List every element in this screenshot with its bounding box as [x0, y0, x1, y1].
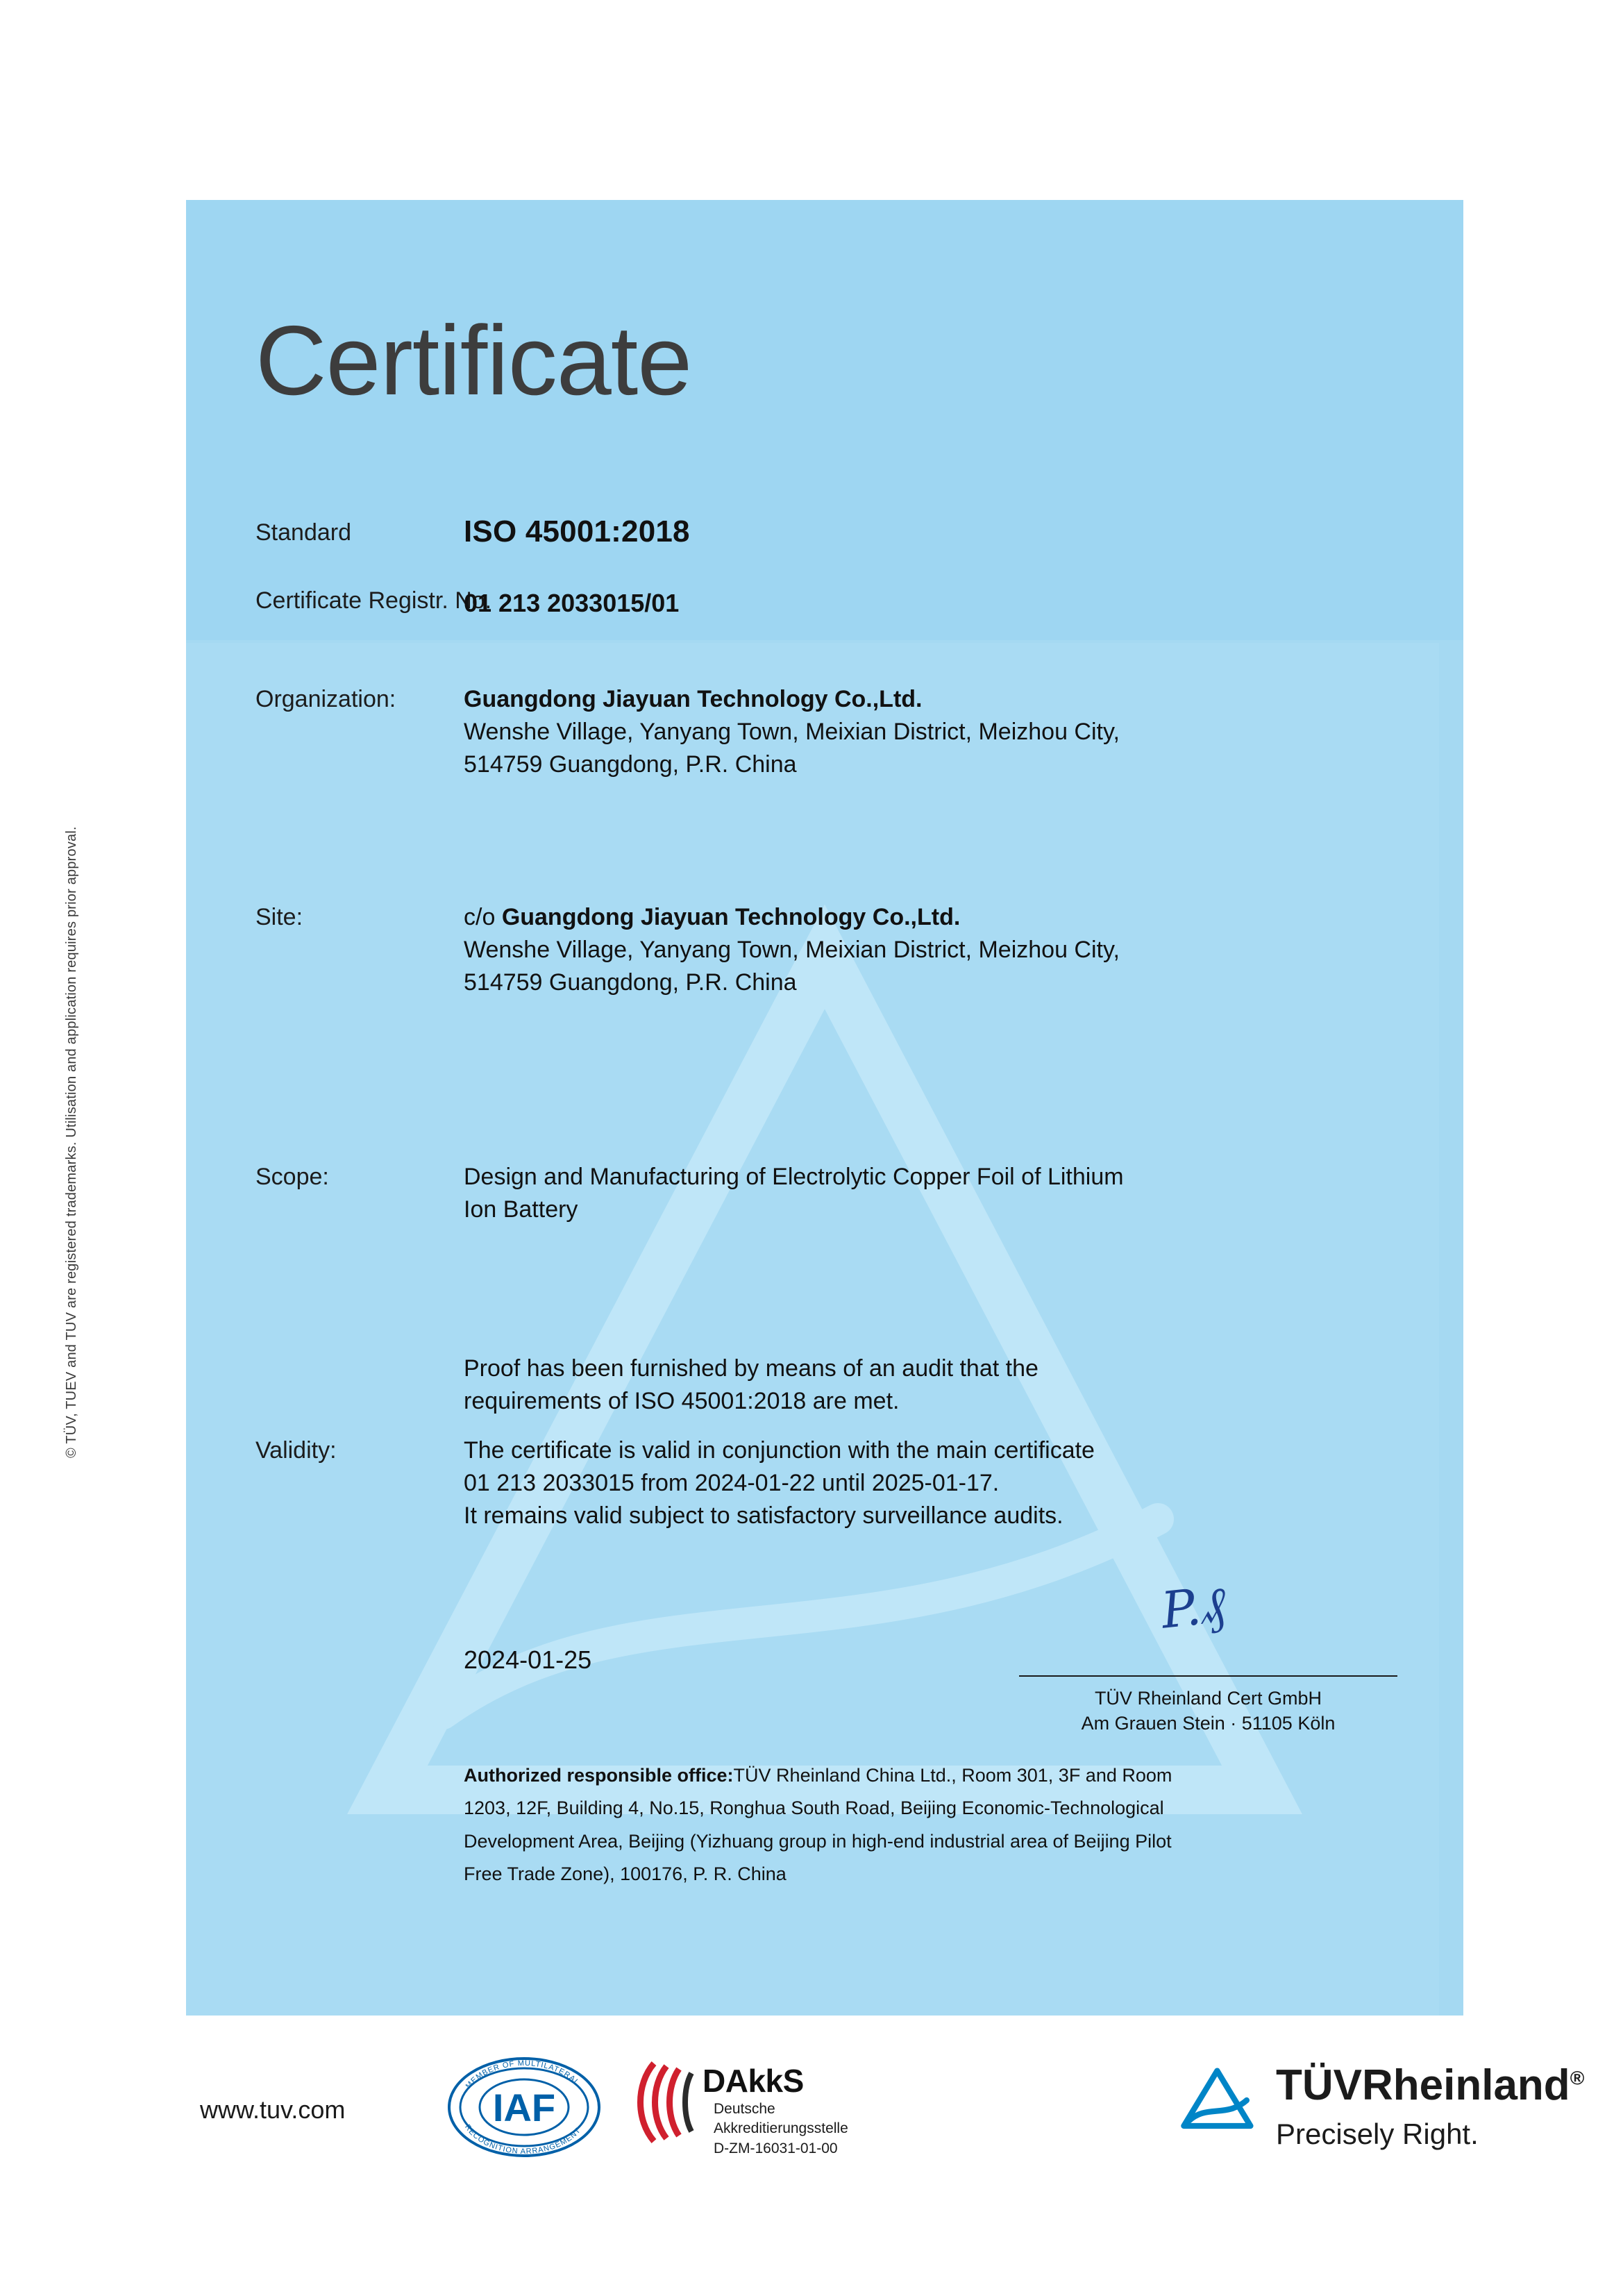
scope-block	[464, 1161, 1373, 1226]
signature-line	[1019, 1675, 1397, 1677]
tuv-wordmark	[1276, 2061, 1584, 2110]
dakks-line-1: Deutsche	[714, 2101, 775, 2117]
validity-line-2: 01 213 2033015 from 2024-01-22 until 2025-01-17.	[464, 1469, 1000, 1496]
issuer-line-1: TÜV Rheinland Cert GmbH	[1094, 1688, 1322, 1709]
tuv-website[interactable]: www.tuv.com	[200, 2095, 346, 2124]
iaf-logo-icon	[446, 2055, 603, 2159]
issuer-line-2: Am Grauen Stein · 51105 Köln	[1081, 1713, 1336, 1734]
issuer-block	[1019, 1686, 1397, 1736]
validity-line-1: The certificate is valid in conjunction with the main certificate	[464, 1437, 1095, 1464]
proof-line-2: requirements of ISO 45001:2018 are met.	[464, 1387, 900, 1414]
site-label: Site:	[255, 904, 303, 930]
registration-label: Certificate Registr. No.	[255, 587, 492, 614]
copyright-side-note: © TÜV, TUEV and TUV are registered trademarks. Utilisation and application requires prior approval.	[64, 826, 79, 1458]
certificate-panel	[186, 200, 1463, 2016]
office-line-2: 1203, 12F, Building 4, No.15, Ronghua South Road, Beijing Economic-Technological	[464, 1798, 1164, 1819]
site-prefix: c/o	[464, 904, 502, 930]
site-block	[464, 901, 1366, 999]
office-line-4: Free Trade Zone), 100176, P. R. China	[464, 1863, 787, 1884]
proof-block	[464, 1352, 1366, 1418]
site-name: Guangdong Jiayuan Technology Co.,Ltd.	[501, 904, 961, 930]
svg-text:MEMBER OF MULTILATERAL: MEMBER OF MULTILATERAL	[464, 2059, 581, 2090]
proof-line-1: Proof has been furnished by means of an audit that the	[464, 1355, 1038, 1382]
page-title: Certificate	[255, 305, 692, 416]
site-address-line-2: 514759 Guangdong, P.R. China	[464, 969, 797, 996]
signature-icon: P.₰	[1158, 1575, 1229, 1640]
tuv-slogan: Precisely Right.	[1276, 2118, 1479, 2150]
registration-value: 01 213 2033015/01	[464, 589, 680, 617]
organization-label: Organization:	[255, 686, 396, 712]
validity-block	[464, 1434, 1380, 1532]
site-address-line-1: Wenshe Village, Yanyang Town, Meixian District, Meizhou City,	[464, 936, 1120, 963]
organization-name: Guangdong Jiayuan Technology Co.,Ltd.	[464, 686, 923, 712]
standard-value: ISO 45001:2018	[464, 514, 690, 548]
office-line-1: TÜV Rheinland China Ltd., Room 301, 3F and Room	[733, 1765, 1172, 1786]
tuv-wordmark-text: TÜVRheinland	[1276, 2061, 1570, 2109]
issue-date: 2024-01-25	[464, 1645, 592, 1674]
scope-label: Scope:	[255, 1164, 329, 1190]
validity-label: Validity:	[255, 1437, 337, 1464]
organization-block	[464, 683, 1366, 781]
scope-line-2: Ion Battery	[464, 1196, 578, 1223]
organization-address-line-1: Wenshe Village, Yanyang Town, Meixian District, Meizhou City,	[464, 718, 1120, 745]
dakks-subtext	[714, 2100, 848, 2159]
office-first-line	[464, 1759, 1380, 1792]
dakks-wordmark: DAkkS	[703, 2063, 804, 2099]
dakks-logo-icon	[630, 2056, 859, 2171]
office-line-3: Development Area, Beijing (Yizhuang group in high-end industrial area of Beijing Pilot	[464, 1830, 1172, 1852]
svg-text:RECOGNITION ARRANGEMENT: RECOGNITION ARRANGEMENT	[463, 2122, 583, 2156]
registered-mark-icon: ®	[1570, 2067, 1585, 2089]
authorized-office-block	[464, 1759, 1380, 1891]
site-name-line	[464, 901, 1366, 934]
standard-label: Standard	[255, 519, 351, 546]
organization-address-line-2: 514759 Guangdong, P.R. China	[464, 751, 797, 778]
footer	[186, 2041, 1585, 2201]
scope-line-1: Design and Manufacturing of Electrolytic Copper Foil of Lithium	[464, 1164, 1124, 1190]
dakks-line-2: Akkreditierungsstelle	[714, 2120, 848, 2137]
office-heading: Authorized responsible office:	[464, 1765, 734, 1786]
dakks-line-3: D-ZM-16031-01-00	[714, 2140, 838, 2156]
tuv-rheinland-logo	[1179, 2054, 1609, 2172]
validity-line-3: It remains valid subject to satisfactory surveillance audits.	[464, 1502, 1063, 1529]
svg-text:IAF: IAF	[492, 2086, 556, 2129]
